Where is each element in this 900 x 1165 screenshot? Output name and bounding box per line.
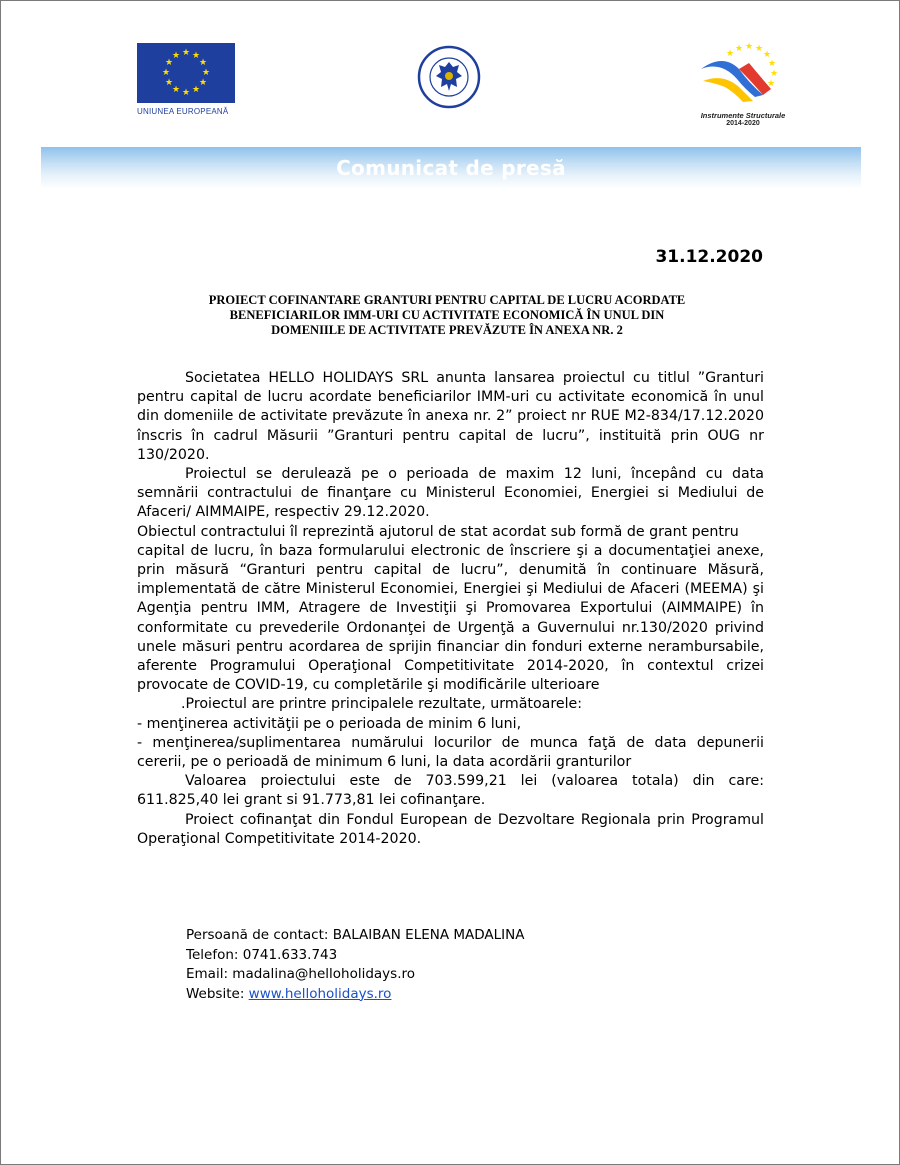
structural-instruments-icon: [693, 39, 793, 109]
svg-text:★: ★: [171, 51, 181, 61]
contact-website-label: Website:: [186, 985, 249, 1002]
title-line-3: DOMENIILE DE ACTIVITATE PREVĂZUTE ÎN ANEXA NR. 2: [271, 323, 623, 337]
government-seal-icon: [417, 45, 481, 109]
svg-text:★: ★: [755, 44, 764, 54]
contact-email-label: Email:: [186, 966, 233, 982]
svg-text:★: ★: [191, 51, 201, 61]
eu-logo: [137, 43, 237, 116]
contact-phone-row: [186, 946, 686, 966]
paragraph-intro: Societatea HELLO HOLIDAYS SRL anunta lansarea proiectul cu titlul ”Granturi pentru capital de lucru acordate beneficiarilor IMM-uri cu activitate economică în unul din domeniile de activitate prevăzute în anexa nr. 2” proiect nr RUE M2-834/17.12.2020 înscris în cadrul Măsurii ”Granturi pentru capital de lucru”, instituită prin OUG nr 130/2020.: [137, 370, 764, 463]
svg-text:★: ★: [181, 88, 191, 98]
document-title: [137, 293, 757, 338]
svg-text:★: ★: [181, 48, 191, 58]
contact-phone-label: Telefon:: [186, 946, 243, 963]
website-link[interactable]: www.helloholidays.ro: [248, 985, 392, 1002]
svg-text:★: ★: [191, 85, 201, 95]
contact-website-row: [186, 985, 686, 1005]
svg-text:★: ★: [768, 59, 777, 69]
svg-text:★: ★: [164, 78, 174, 88]
svg-text:★: ★: [726, 49, 735, 59]
paragraph-duration: Proiectul se derulează pe o perioada de maxim 12 luni, începând cu data semnării contractului de finanţare cu Ministerul Economiei, Energiei si Mediului de Afaceri/ AIMMAIPE, respectiv 29.12.2020.: [137, 466, 764, 521]
paragraph-object: capital de lucru, în baza formularului electronic de înscriere şi a documentaţiei anexe, prin măsură “Granturi pentru capital de lucru”, denumită în continuare Măsură, implementată de către Ministerul Economiei, Energiei şi Mediului de Afaceri (MEEMA) şi Agenţia pentru IMM, Atragere de Investiţii şi Promovarea Exportului (AIMMAIPE) în conformitate cu prevederile Ordonanţei de Urgenţă a Guvernului nr.130/2020 privind unele măsuri pentru acordarea de sprijin financiar din fonduri externe nerambursabile, aferente Programului Operaţional Competitivitate 2014-2020, în contextul crizei provocate de COVID-19, cu completările şi modificările ulterioare: [137, 542, 764, 694]
svg-text:★: ★: [735, 44, 744, 54]
eu-logo-caption: UNIUNEA EUROPEANĂ: [137, 107, 229, 116]
contact-person-row: [186, 926, 686, 946]
is-caption-line2: 2014-2020: [726, 120, 760, 127]
paragraph-object-start: Obiectul contractului îl reprezintă ajutorul de stat acordat sub formă de grant pentru: [137, 523, 739, 540]
svg-text:★: ★: [161, 68, 171, 78]
contact-block: [186, 926, 686, 1004]
paragraph-value: Valoarea proiectului este de 703.599,21 lei (valoarea totala) din care: 611.825,40 lei grant si 91.773,81 lei cofinanţare.: [137, 773, 764, 809]
release-date: 31.12.2020: [655, 247, 763, 267]
svg-text:★: ★: [763, 50, 772, 60]
paragraph-results: .Proiectul are printre principalele rezultate, următoarele:: [181, 696, 583, 713]
title-line-1: PROIECT COFINANTARE GRANTURI PENTRU CAPITAL DE LUCRU ACORDATE: [208, 293, 686, 307]
contact-email: madalina@helloholidays.ro: [232, 966, 416, 982]
press-release-banner: [41, 147, 861, 219]
contact-person-label: Persoană de contact:: [186, 927, 333, 943]
title-line-2: BENEFICIARILOR IMM-URI CU ACTIVITATE ECONOMICĂ ÎN UNUL DIN: [229, 308, 665, 322]
svg-text:★: ★: [164, 58, 174, 68]
svg-text:★: ★: [201, 68, 211, 78]
svg-text:★: ★: [745, 42, 754, 52]
result-item-2: - menţinerea/suplimentarea numărului locurilor de munca faţă de data depunerii cererii, pe o perioadă de minimum 6 luni, la data acordării granturilor: [137, 734, 764, 771]
structural-instruments-logo: [693, 39, 793, 131]
contact-email-row: [186, 965, 686, 985]
svg-text:★: ★: [171, 85, 181, 95]
svg-text:★: ★: [198, 78, 208, 88]
banner-title: Comunicat de presă: [336, 156, 566, 180]
svg-text:★: ★: [198, 58, 208, 68]
paragraph-cofinancing: Proiect cofinanţat din Fondul European de Dezvoltare Regionala prin Programul Operaţional Competitivitate 2014-2020.: [137, 811, 764, 847]
result-item-1: - menţinerea activităţii pe o perioada de minim 6 luni,: [137, 715, 522, 732]
contact-person: BALAIBAN ELENA MADALINA: [332, 927, 525, 943]
is-caption-line1: Instrumente Structurale: [700, 111, 786, 120]
structural-instruments-caption: [693, 111, 793, 127]
government-seal: [417, 45, 481, 109]
eu-flag-icon: [137, 43, 235, 103]
contact-phone: 0741.633.743: [242, 946, 338, 963]
press-release-body: [137, 369, 764, 849]
svg-text:★: ★: [770, 69, 779, 79]
svg-text:★: ★: [767, 79, 776, 89]
